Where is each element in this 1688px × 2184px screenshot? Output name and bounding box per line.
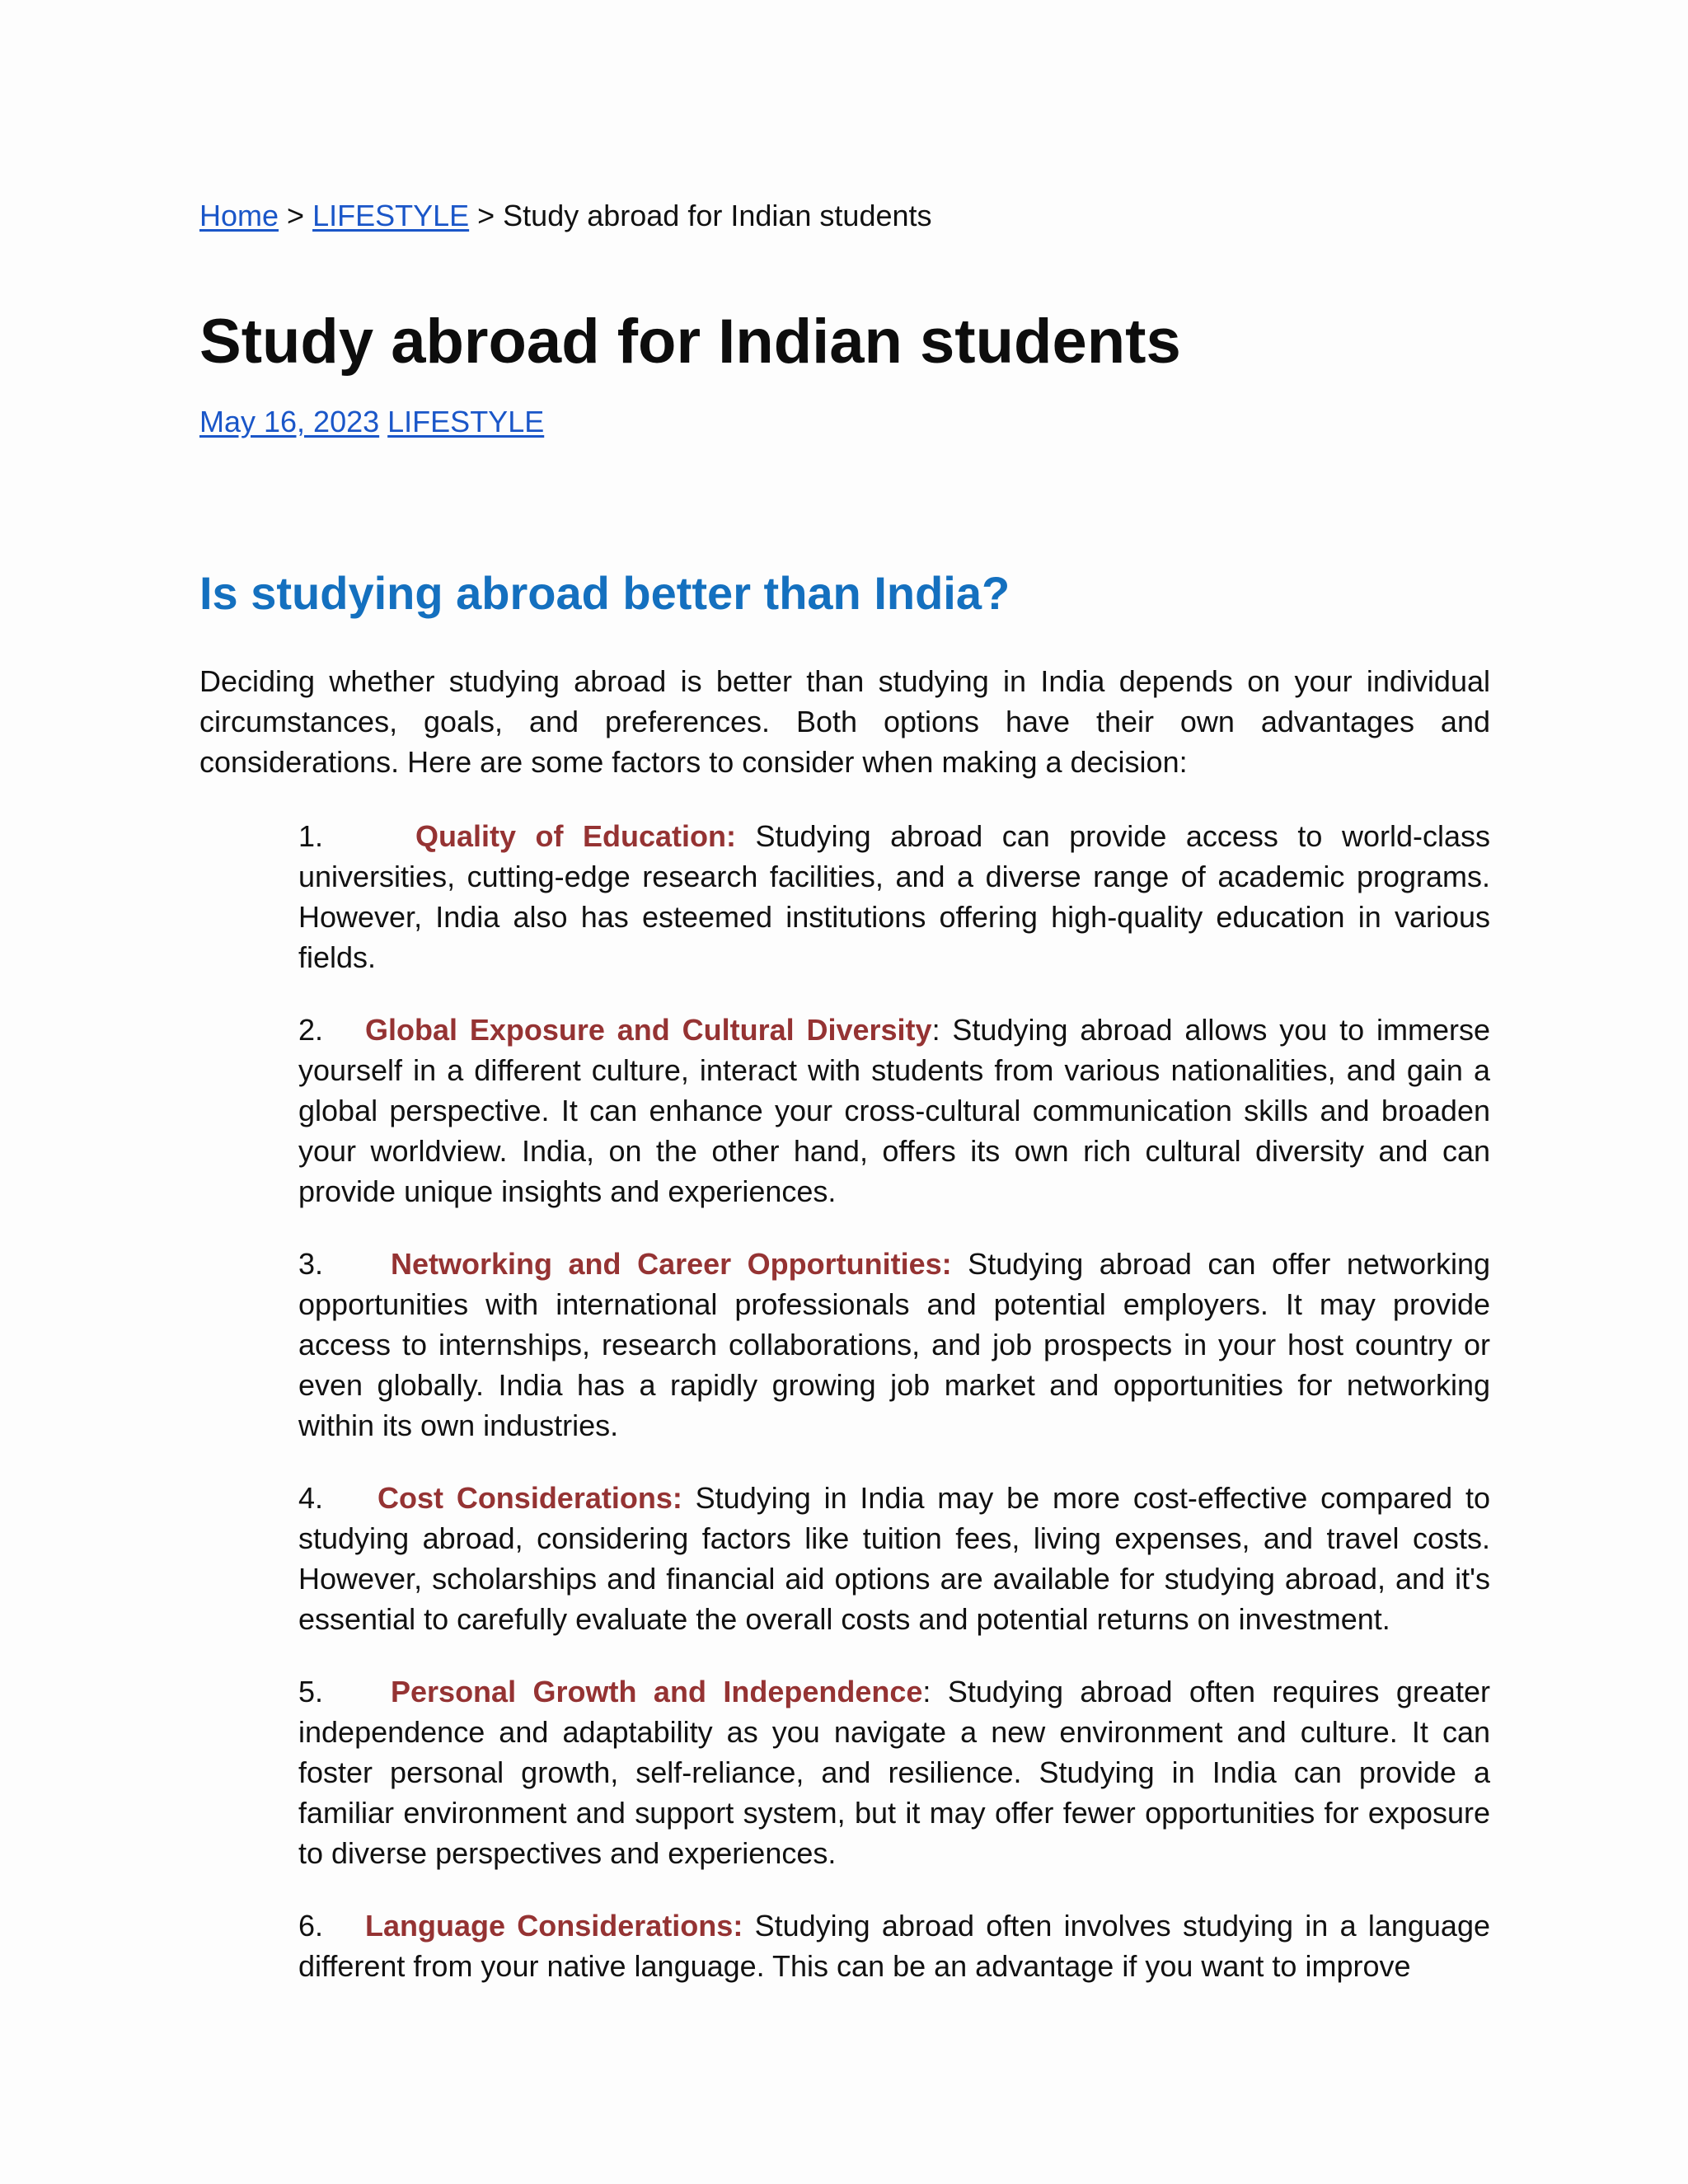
- article-date-link[interactable]: May 16, 2023: [199, 405, 380, 438]
- list-item-text: : Studying abroad allows you to immerse yourself in a different culture, interact with students from various nationalities, and gain a global perspective. It can enhance your cross-cultural communication skills and broaden your worldview. India, on the other hand, offers its own rich cultural diversity and can provide unique insights and experiences.: [298, 1013, 1490, 1208]
- breadcrumb-separator: >: [279, 199, 313, 232]
- list-item: [298, 1478, 1490, 1639]
- list-item: [298, 816, 1490, 977]
- factor-list: [298, 816, 1490, 2018]
- list-item: [298, 1244, 1490, 1446]
- list-item-title: Networking and Career Opportunities:: [391, 1247, 952, 1281]
- list-item-title: Cost Considerations:: [377, 1481, 682, 1515]
- breadcrumb-category-link[interactable]: LIFESTYLE: [312, 199, 470, 232]
- breadcrumb-separator: >: [469, 199, 504, 232]
- list-item-title: Quality of Education:: [415, 819, 737, 853]
- list-item-text: Studying in India may be more cost-effective compared to studying abroad, considering factors like tuition fees, living expenses, and travel costs. However, scholarships and financial aid options are available for studying abroad, and it's essential to carefully evaluate the overall costs and potential returns on investment.: [298, 1481, 1490, 1636]
- breadcrumb: [199, 196, 932, 236]
- list-item-number: 5.: [298, 1675, 324, 1708]
- list-item-text: Studying abroad often involves studying in a language different from your native language. This can be an advantage if you want to improve: [298, 1909, 1490, 1983]
- list-item-number: 3.: [298, 1247, 324, 1281]
- list-item-number: 6.: [298, 1909, 324, 1943]
- intro-paragraph: Deciding whether studying abroad is better than studying in India depends on your individual circumstances, goals, and preferences. Both options have their own advantages and considerations. Here are some factors to consider when making a decision:: [199, 664, 1490, 779]
- article-category-link[interactable]: LIFESTYLE: [387, 405, 545, 438]
- list-item-title: Language Considerations:: [365, 1909, 743, 1943]
- article-meta: [199, 402, 544, 442]
- list-item-number: 1.: [298, 819, 324, 853]
- list-item-number: 2.: [298, 1013, 324, 1047]
- list-item: [298, 1671, 1490, 1873]
- list-item: [298, 1010, 1490, 1212]
- list-item: [298, 1905, 1490, 1986]
- article-title: Study abroad for Indian students: [199, 307, 1181, 377]
- breadcrumb-home-link[interactable]: Home: [199, 199, 279, 232]
- list-item-title: Global Exposure and Cultural Diversity: [365, 1013, 932, 1047]
- list-item-number: 4.: [298, 1481, 324, 1515]
- section-heading: Is studying abroad better than India?: [199, 567, 1010, 619]
- breadcrumb-current: Study abroad for Indian students: [503, 199, 932, 232]
- list-item-text: : Studying abroad often requires greater independence and adaptability as you navigate a new environment and culture. It can foster personal growth, self-reliance, and resilience. Studying in India can provide a familiar environment and support system, but it may offer fewer opportunities for exposure to diverse perspectives and experiences.: [298, 1675, 1490, 1870]
- list-item-text: Studying abroad can provide access to world-class universities, cutting-edge research facilities, and a diverse range of academic programs. However, India also has esteemed institutions offering high-quality education in various fields.: [298, 819, 1490, 974]
- list-item-text: Studying abroad can offer networking opportunities with international professionals and potential employers. It may provide access to internships, research collaborations, and job prospects in your host country or even globally. India has a rapidly growing job market and opportunities for networking within its own industries.: [298, 1247, 1490, 1442]
- list-item-title: Personal Growth and Independence: [391, 1675, 923, 1708]
